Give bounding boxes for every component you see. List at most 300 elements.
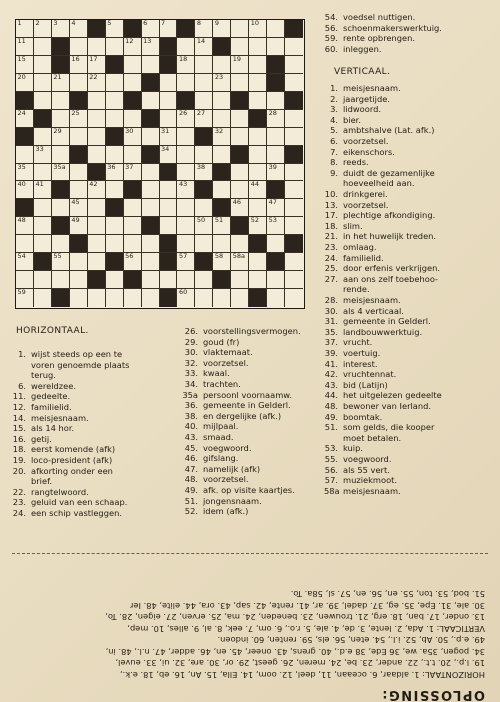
cell-number: 7 (161, 19, 166, 27)
clue-text: kwaal. (203, 368, 230, 379)
grid-cell[interactable] (16, 181, 34, 199)
grid-cell[interactable] (231, 38, 249, 56)
grid-cell[interactable] (34, 92, 52, 110)
grid-cell[interactable] (177, 271, 195, 289)
grid-block (160, 253, 178, 271)
grid-cell[interactable] (88, 217, 106, 235)
grid-cell[interactable] (177, 146, 195, 164)
grid-cell[interactable] (70, 74, 88, 92)
grid-cell[interactable] (16, 235, 34, 253)
clue-text: getij. (31, 433, 52, 444)
grid-cell[interactable] (34, 235, 52, 253)
grid-block (249, 235, 267, 253)
clue-number: 30. (324, 305, 338, 316)
clue-number: 51. (184, 495, 198, 506)
grid-cell[interactable] (16, 217, 34, 235)
grid-cell[interactable] (267, 20, 285, 38)
grid-cell[interactable] (195, 164, 213, 182)
grid-cell[interactable] (160, 181, 178, 199)
grid-cell[interactable] (16, 74, 34, 92)
grid-cell[interactable] (142, 181, 160, 199)
clue-number: 1. (330, 83, 338, 93)
clue-text: eikenschors. (343, 146, 395, 157)
clue-text: als 4 verticaal. (343, 305, 404, 316)
grid-cell[interactable] (52, 199, 70, 217)
grid-cell[interactable] (124, 74, 142, 92)
grid-cell[interactable] (267, 92, 285, 110)
grid-cell[interactable] (177, 235, 195, 253)
grid-cell[interactable] (124, 110, 142, 128)
grid-cell[interactable] (249, 164, 267, 182)
grid-cell[interactable] (195, 20, 213, 38)
grid-cell[interactable] (177, 128, 195, 146)
grid-cell[interactable] (195, 74, 213, 92)
grid-cell[interactable] (88, 38, 106, 56)
grid-block (160, 56, 178, 74)
grid-cell[interactable] (231, 20, 249, 38)
grid-cell[interactable] (142, 289, 160, 307)
clue-number: 21. (324, 231, 338, 242)
grid-cell[interactable] (285, 164, 303, 182)
grid-cell[interactable] (70, 271, 88, 289)
grid-cell[interactable] (160, 92, 178, 110)
grid-cell[interactable] (106, 92, 124, 110)
cell-number: 35 (17, 162, 26, 171)
grid-block (249, 289, 267, 307)
grid-cell[interactable] (34, 128, 52, 146)
grid-cell[interactable] (124, 199, 142, 217)
grid-cell[interactable] (249, 20, 267, 38)
grid-cell[interactable] (231, 74, 249, 92)
grid-block (16, 92, 34, 110)
grid-block (195, 128, 213, 146)
grid-cell[interactable] (195, 217, 213, 235)
cell-number: 1 (17, 19, 22, 27)
grid-cell[interactable] (142, 128, 160, 146)
cell-number: 56 (125, 252, 134, 261)
cell-number: 19 (232, 54, 242, 63)
cell-number: 10 (250, 19, 259, 27)
cell-number: 8 (196, 19, 202, 27)
grid-cell[interactable] (106, 217, 124, 235)
grid-cell[interactable] (88, 128, 106, 146)
clue-number: 11. (12, 391, 26, 402)
grid-cell[interactable] (177, 217, 195, 235)
clue-number: 18. (12, 444, 26, 455)
clue-number: 55. (324, 454, 338, 464)
clue-number: 8. (330, 157, 338, 168)
grid-cell[interactable] (195, 146, 213, 164)
cell-number: 28 (268, 108, 277, 117)
grid-cell[interactable] (88, 289, 106, 307)
section-divider (12, 553, 488, 554)
grid-cell[interactable] (70, 128, 88, 146)
grid-cell[interactable] (177, 38, 195, 56)
clue-number: 9. (330, 167, 338, 178)
grid-cell[interactable] (106, 164, 124, 182)
grid-cell[interactable] (177, 110, 195, 128)
cell-number: 36 (107, 162, 116, 171)
grid-cell[interactable] (142, 235, 160, 253)
grid-cell[interactable] (70, 181, 88, 199)
grid-cell[interactable] (177, 74, 195, 92)
grid-cell[interactable] (249, 56, 267, 74)
grid-cell[interactable] (34, 199, 52, 217)
grid-cell[interactable] (249, 92, 267, 110)
grid-cell[interactable] (177, 253, 195, 271)
grid-cell[interactable] (88, 181, 106, 199)
clue-text: kuip. (343, 443, 364, 454)
grid-cell[interactable] (285, 217, 303, 235)
grid-cell[interactable] (249, 217, 267, 235)
grid-cell[interactable] (267, 164, 285, 182)
grid-cell[interactable] (52, 146, 70, 164)
grid-cell[interactable] (52, 235, 70, 253)
grid-cell[interactable] (285, 128, 303, 146)
grid-cell[interactable] (160, 199, 178, 217)
clue-text: interest. (343, 358, 378, 369)
clue-number: 54. (324, 12, 338, 22)
grid-cell[interactable] (195, 289, 213, 307)
grid-cell[interactable] (52, 92, 70, 110)
crossword-grid (15, 19, 305, 309)
grid-cell[interactable] (52, 128, 70, 146)
clue-text: vruchtennat. (343, 369, 397, 380)
grid-cell[interactable] (160, 146, 178, 164)
grid-cell[interactable] (177, 164, 195, 182)
grid-cell[interactable] (231, 110, 249, 128)
clue-number: 41. (324, 358, 338, 369)
grid-cell[interactable] (34, 20, 52, 38)
grid-cell[interactable] (249, 128, 267, 146)
grid-cell[interactable] (231, 289, 249, 307)
grid-cell[interactable] (267, 217, 285, 235)
grid-cell[interactable] (142, 271, 160, 289)
clue-text: afkorting onder een (31, 465, 113, 476)
clue-text: een schip vastleggen. (31, 508, 122, 518)
grid-cell[interactable] (88, 74, 106, 92)
clue-text: inleggen. (343, 43, 382, 54)
cell-number: 14 (196, 36, 206, 45)
clue-number: 53. (324, 443, 338, 454)
grid-cell[interactable] (213, 253, 231, 271)
cell-number: 27 (196, 108, 206, 117)
cell-number: 45 (71, 198, 80, 207)
grid-block (52, 289, 70, 307)
grid-block (142, 110, 160, 128)
grid-cell[interactable] (124, 164, 142, 182)
grid-cell[interactable] (195, 271, 213, 289)
grid-cell[interactable] (16, 56, 34, 74)
clue-number: 7. (330, 146, 338, 157)
clue-text: voorzetsel. (203, 357, 249, 368)
grid-cell[interactable] (70, 56, 88, 74)
grid-cell[interactable] (16, 20, 34, 38)
grid-block (124, 20, 142, 38)
grid-cell[interactable] (195, 56, 213, 74)
grid-cell[interactable] (70, 289, 88, 307)
grid-cell[interactable] (88, 235, 106, 253)
grid-cell[interactable] (160, 128, 178, 146)
grid-cell[interactable] (124, 235, 142, 253)
grid-cell[interactable] (52, 74, 70, 92)
clue-number: 39. (324, 348, 338, 358)
grid-cell[interactable] (106, 146, 124, 164)
grid-cell[interactable] (195, 235, 213, 253)
clue-text: mijlpaal. (203, 421, 239, 432)
grid-cell[interactable] (195, 199, 213, 217)
grid-cell[interactable] (88, 199, 106, 217)
clue-text: gemeente in Gelderl. (343, 316, 431, 327)
grid-cell[interactable] (70, 38, 88, 56)
grid-cell[interactable] (52, 110, 70, 128)
grid-cell[interactable] (106, 181, 124, 199)
grid-cell[interactable] (285, 74, 303, 92)
grid-cell[interactable] (213, 92, 231, 110)
grid-cell[interactable] (177, 181, 195, 199)
clue-text: voorzetsel. (343, 136, 389, 146)
grid-block (106, 199, 124, 217)
grid-cell[interactable] (124, 289, 142, 307)
grid-cell[interactable] (16, 271, 34, 289)
grid-cell[interactable] (213, 181, 231, 199)
vertical-heading: VERTICAAL. (334, 67, 391, 77)
clue-number: 57. (324, 475, 338, 486)
grid-cell[interactable] (267, 110, 285, 128)
grid-cell[interactable] (142, 92, 160, 110)
clue-number: 2. (330, 93, 338, 104)
grid-cell[interactable] (124, 38, 142, 56)
cell-number: 54 (17, 252, 26, 261)
grid-cell[interactable] (88, 56, 106, 74)
cell-number: 2 (35, 19, 40, 27)
grid-cell[interactable] (16, 38, 34, 56)
grid-cell[interactable] (142, 20, 160, 38)
grid-cell[interactable] (160, 271, 178, 289)
grid-cell[interactable] (16, 146, 34, 164)
grid-cell[interactable] (34, 56, 52, 74)
clue-text: trachten. (203, 379, 241, 389)
grid-cell[interactable] (106, 235, 124, 253)
grid-cell[interactable] (177, 289, 195, 307)
grid-block (16, 199, 34, 217)
grid-cell[interactable] (34, 164, 52, 182)
grid-cell[interactable] (52, 20, 70, 38)
grid-cell[interactable] (70, 20, 88, 38)
grid-block (16, 128, 34, 146)
cell-number: 32 (214, 126, 224, 135)
cell-number: 13 (143, 36, 152, 45)
clue-text: jongensnaam. (203, 495, 262, 506)
clue-text: gemeente in Gelderl. (203, 400, 291, 411)
grid-cell[interactable] (124, 217, 142, 235)
solution-line: HORIZONTAAL: 1. aldaar, 6. oceaan, 11, deel, 12. oom, 14. Ella, 15. An, 16. eb, 18. e.k., (120, 670, 485, 680)
grid-cell[interactable] (88, 110, 106, 128)
grid-cell[interactable] (213, 128, 231, 146)
grid-block (52, 181, 70, 199)
grid-cell[interactable] (88, 146, 106, 164)
grid-cell[interactable] (231, 253, 249, 271)
grid-cell[interactable] (249, 181, 267, 199)
grid-cell[interactable] (249, 253, 267, 271)
grid-cell[interactable] (249, 271, 267, 289)
grid-cell[interactable] (34, 74, 52, 92)
grid-cell[interactable] (124, 253, 142, 271)
grid-cell[interactable] (267, 289, 285, 307)
clue-text: bewoner van Ierland. (343, 401, 432, 411)
clue-text: goud (fr) (203, 336, 240, 347)
grid-cell[interactable] (213, 217, 231, 235)
grid-cell[interactable] (195, 92, 213, 110)
grid-cell[interactable] (177, 199, 195, 217)
cell-number: 48 (17, 216, 26, 225)
grid-cell[interactable] (124, 146, 142, 164)
grid-block (160, 164, 178, 182)
clue-number: 25. (324, 263, 338, 274)
clue-text: bid (Latijn) (343, 379, 388, 390)
cell-number: 25 (71, 108, 80, 117)
grid-cell[interactable] (70, 253, 88, 271)
grid-cell[interactable] (142, 164, 160, 182)
grid-cell[interactable] (34, 146, 52, 164)
clue-number: 30. (184, 347, 198, 358)
cell-number: 60 (178, 288, 188, 297)
cell-number: 6 (143, 19, 148, 27)
grid-cell[interactable] (160, 74, 178, 92)
clue-text: wijst steeds op een te (31, 349, 123, 359)
grid-cell[interactable] (52, 271, 70, 289)
grid-cell[interactable] (267, 199, 285, 217)
cell-number: 58 (214, 252, 224, 261)
grid-cell[interactable] (231, 271, 249, 289)
grid-cell[interactable] (267, 271, 285, 289)
grid-cell[interactable] (16, 164, 34, 182)
grid-cell[interactable] (106, 271, 124, 289)
clue-number: 40. (184, 421, 198, 432)
grid-block (70, 235, 88, 253)
grid-cell[interactable] (285, 271, 303, 289)
grid-cell[interactable] (213, 289, 231, 307)
grid-cell[interactable] (285, 199, 303, 217)
grid-cell[interactable] (142, 253, 160, 271)
grid-cell[interactable] (231, 235, 249, 253)
clue-number: 27. (324, 273, 338, 284)
grid-cell[interactable] (285, 56, 303, 74)
clue-number: 44. (324, 390, 338, 401)
grid-cell[interactable] (70, 164, 88, 182)
clue-text: wereldzee. (31, 380, 76, 391)
grid-cell[interactable] (267, 128, 285, 146)
grid-block (267, 181, 285, 199)
grid-cell[interactable] (285, 110, 303, 128)
grid-cell[interactable] (267, 235, 285, 253)
grid-cell[interactable] (70, 110, 88, 128)
grid-cell[interactable] (142, 199, 160, 217)
grid-cell[interactable] (177, 56, 195, 74)
grid-cell[interactable] (106, 38, 124, 56)
grid-cell[interactable] (106, 74, 124, 92)
grid-cell[interactable] (52, 164, 70, 182)
grid-cell[interactable] (34, 217, 52, 235)
grid-cell[interactable] (267, 146, 285, 164)
clue-text: persoonl voornaamw. (203, 389, 292, 400)
grid-cell[interactable] (70, 217, 88, 235)
grid-cell[interactable] (231, 199, 249, 217)
clue-text: plechtige afkondiging. (343, 210, 436, 221)
grid-cell[interactable] (16, 289, 34, 307)
grid-cell[interactable] (231, 164, 249, 182)
grid-cell[interactable] (34, 181, 52, 199)
grid-cell[interactable] (195, 38, 213, 56)
cell-number: 26 (178, 108, 188, 117)
cell-number: 22 (89, 72, 98, 81)
grid-cell[interactable] (106, 20, 124, 38)
grid-cell[interactable] (124, 128, 142, 146)
grid-cell[interactable] (231, 181, 249, 199)
grid-cell[interactable] (106, 289, 124, 307)
grid-cell[interactable] (231, 56, 249, 74)
grid-cell[interactable] (70, 199, 88, 217)
clue-text: muziekmoot. (343, 475, 398, 486)
grid-cell[interactable] (142, 38, 160, 56)
grid-cell[interactable] (16, 253, 34, 271)
grid-cell[interactable] (285, 181, 303, 199)
grid-cell[interactable] (16, 110, 34, 128)
cell-number: 41 (35, 180, 44, 189)
grid-cell[interactable] (142, 56, 160, 74)
cell-number: 21 (53, 72, 62, 81)
grid-cell[interactable] (213, 146, 231, 164)
grid-cell[interactable] (285, 253, 303, 271)
grid-cell[interactable] (34, 38, 52, 56)
clue-text: en dergelijke (afk.) (203, 410, 282, 421)
grid-cell[interactable] (160, 20, 178, 38)
clue-text: gedeelte. (31, 391, 71, 402)
grid-cell[interactable] (249, 74, 267, 92)
clue-number: 20. (12, 465, 26, 476)
clue-text: voedsel nuttigen. (343, 12, 416, 22)
grid-cell[interactable] (52, 253, 70, 271)
grid-cell[interactable] (88, 253, 106, 271)
clue-text: als 14 hor. (31, 423, 75, 434)
grid-cell[interactable] (213, 20, 231, 38)
grid-cell[interactable] (249, 199, 267, 217)
grid-cell[interactable] (285, 289, 303, 307)
grid-cell[interactable] (124, 56, 142, 74)
grid-cell[interactable] (160, 217, 178, 235)
grid-cell[interactable] (160, 110, 178, 128)
grid-cell[interactable] (34, 271, 52, 289)
grid-cell[interactable] (285, 38, 303, 56)
cell-number: 52 (250, 216, 259, 225)
grid-cell[interactable] (88, 92, 106, 110)
clue-text: idem (afk.) (203, 506, 249, 517)
grid-cell[interactable] (231, 128, 249, 146)
grid-cell[interactable] (249, 38, 267, 56)
grid-cell[interactable] (195, 110, 213, 128)
grid-cell[interactable] (213, 74, 231, 92)
grid-cell[interactable] (213, 235, 231, 253)
clue-text: bier. (343, 114, 361, 125)
grid-cell[interactable] (213, 56, 231, 74)
clue-text: drinkgerei. (343, 189, 388, 199)
grid-cell[interactable] (267, 38, 285, 56)
grid-cell[interactable] (213, 110, 231, 128)
clue-number: 1. (18, 349, 26, 359)
grid-cell[interactable] (34, 289, 52, 307)
grid-cell[interactable] (106, 110, 124, 128)
grid-cell[interactable] (249, 146, 267, 164)
